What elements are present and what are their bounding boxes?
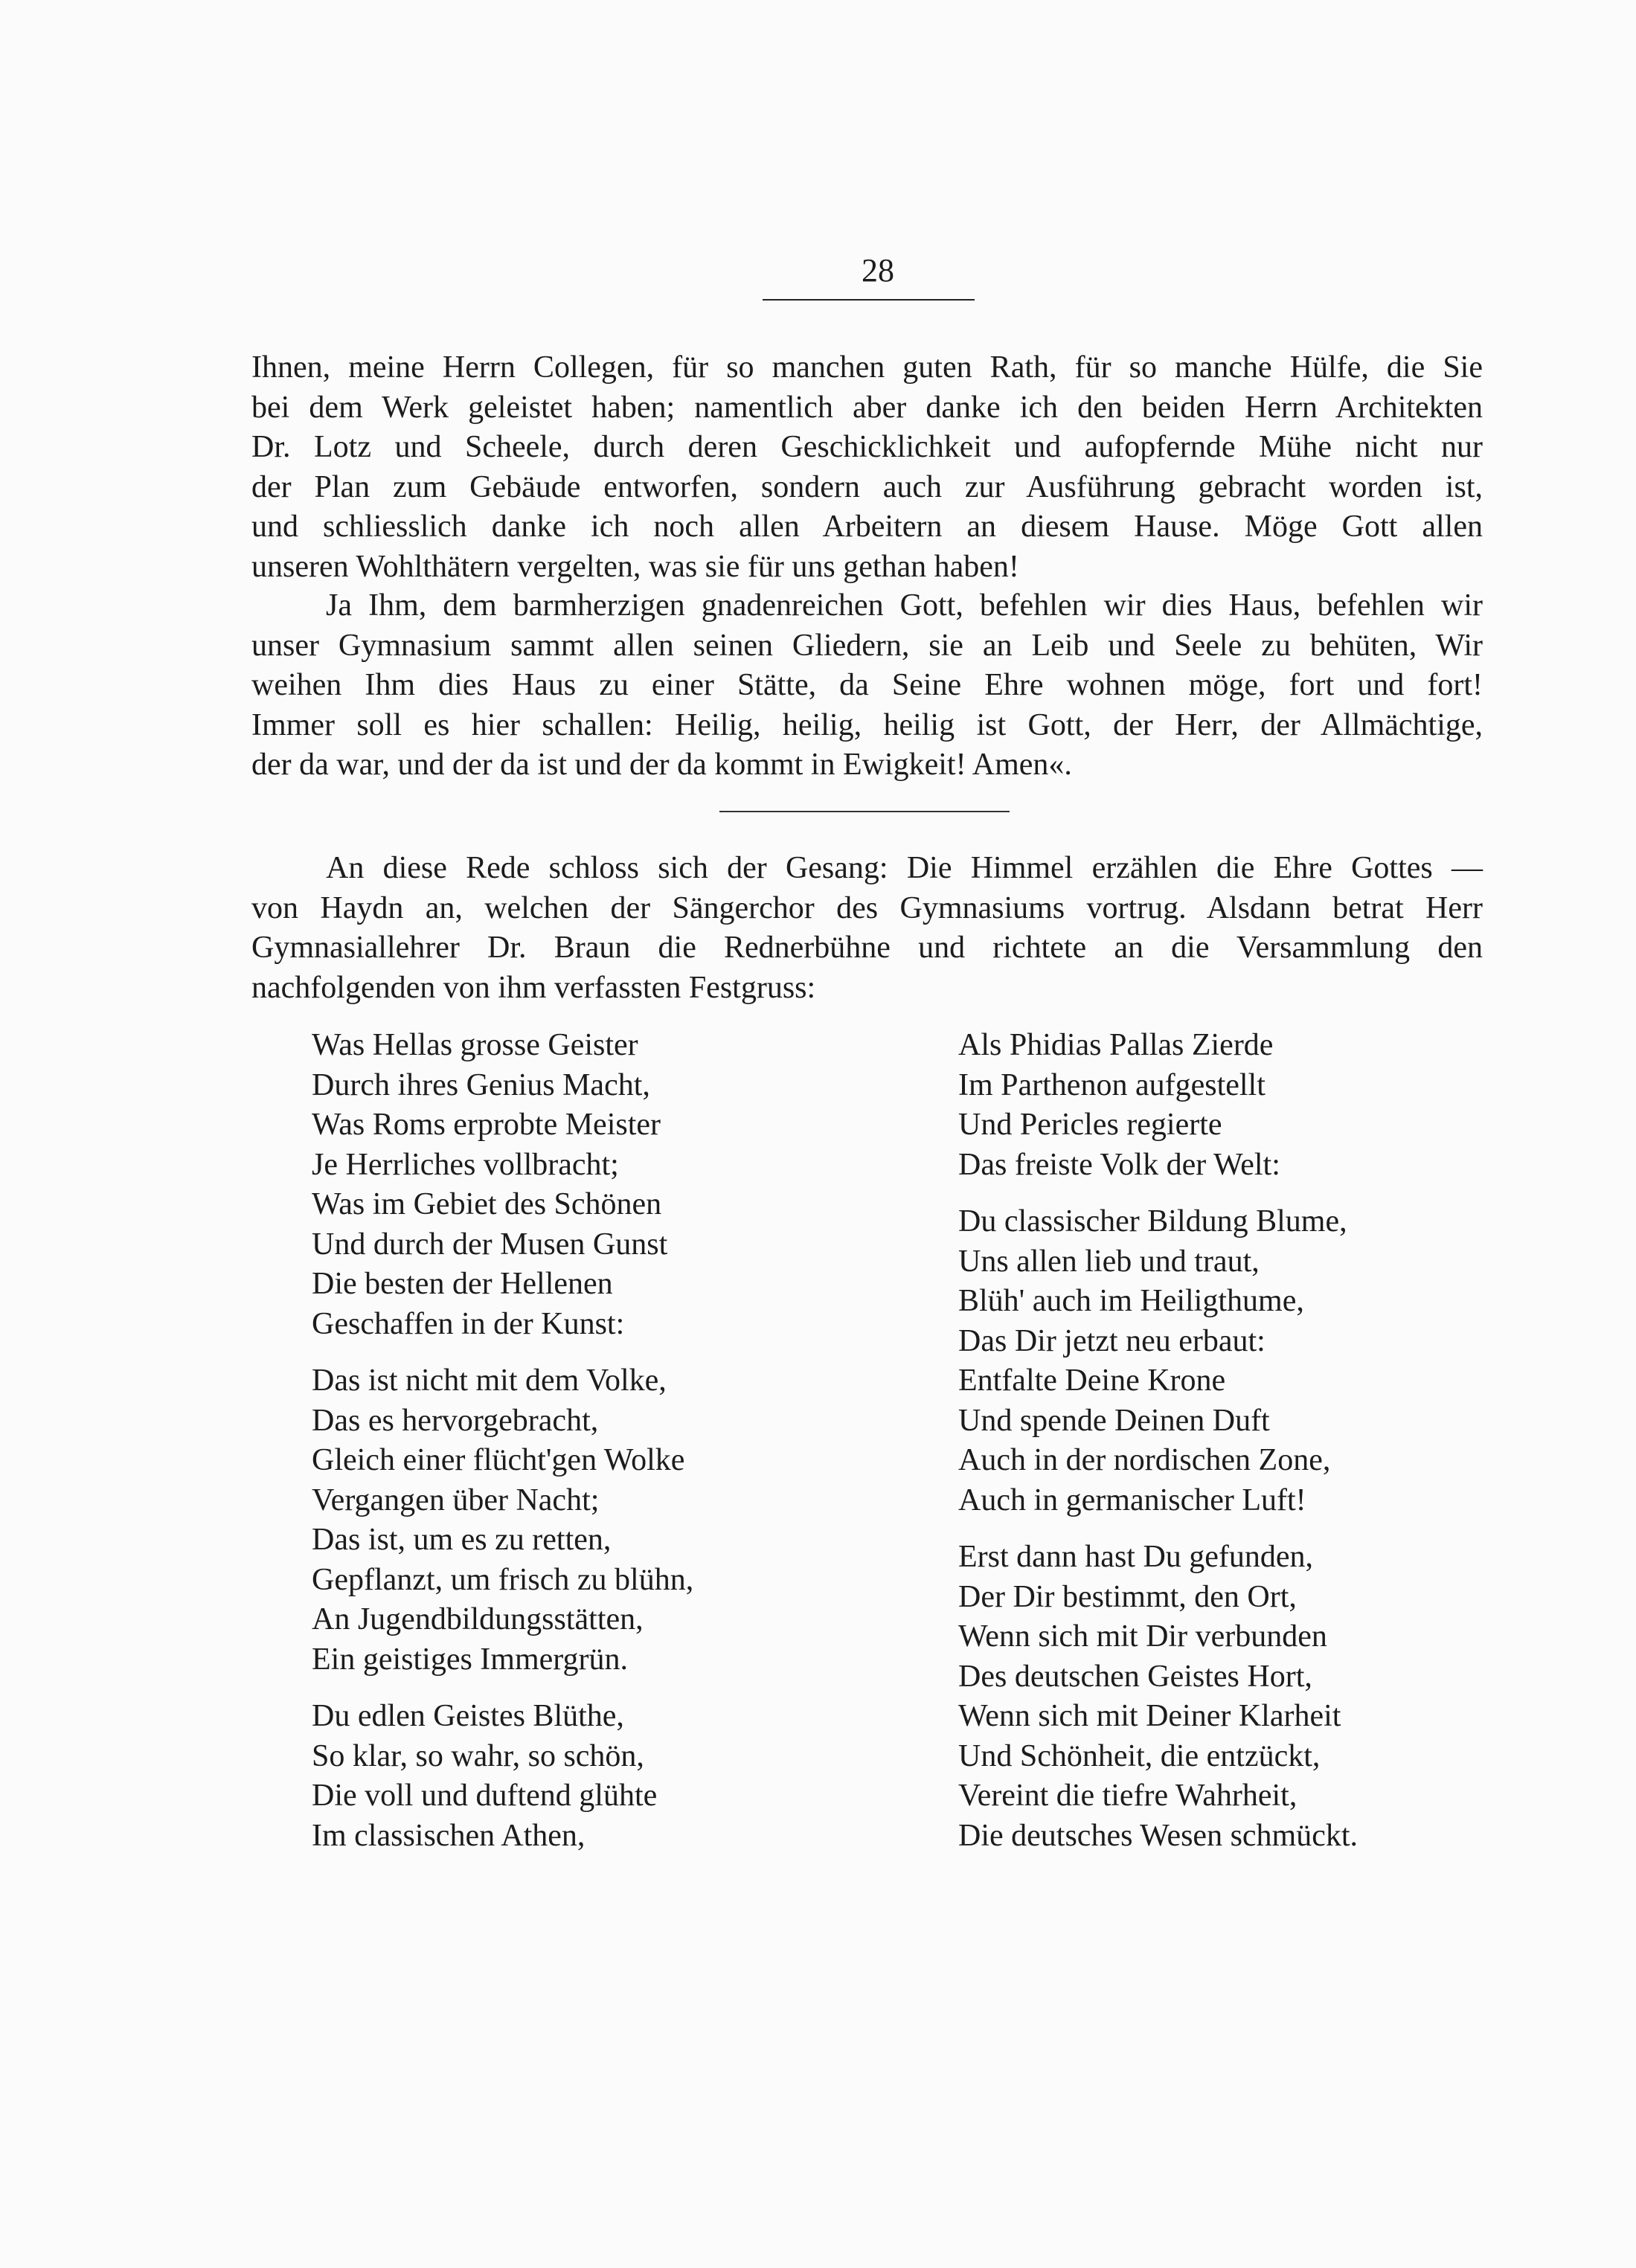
poem-line: Was im Gebiet des Schönen (312, 1187, 662, 1221)
poem-line: Geschaffen in der Kunst: (312, 1306, 625, 1341)
poem-line: An Jugendbildungsstätten, (312, 1602, 644, 1636)
poem-stanza (958, 1538, 1479, 1856)
text-line: unser Gymnasium sammt allen seinen Gliedern, sie an Leib und Seele zu behüten, Wir (251, 628, 1483, 663)
text-line: Gymnasiallehrer Dr. Braun die Rednerbühne und richtete an die Versammlung den (251, 931, 1483, 965)
page-number: 28 (862, 252, 894, 289)
poem-line: Gepflanzt, um frisch zu blühn, (312, 1562, 694, 1597)
poem-line: Das ist nicht mit dem Volke, (312, 1363, 667, 1398)
poem-line: Was Roms erprobte Meister (312, 1108, 661, 1142)
poem-line: Die voll und duftend glühte (312, 1779, 658, 1813)
paragraph-thanks (251, 348, 1483, 587)
poem-line: Ein geistiges Immergrün. (312, 1642, 628, 1677)
text-line: Immer soll es hier schallen: Heilig, heilig, heilig ist Gott, der Herr, der Allmächtige, (251, 707, 1483, 742)
poem-line: So klar, so wahr, so schön, (312, 1738, 644, 1773)
poem-line: Und Schönheit, die entzückt, (958, 1738, 1321, 1773)
poem-line: Das es hervorgebracht, (312, 1403, 599, 1438)
poem-line: Die besten der Hellenen (312, 1267, 613, 1301)
poem-line: Als Phidias Pallas Zierde (958, 1028, 1274, 1062)
text-line: Ihnen, meine Herrn Collegen, für so manchen guten Rath, für so manche Hülfe, die Sie (251, 350, 1483, 385)
poem-line: Du classischer Bildung Blume, (958, 1204, 1347, 1239)
poem-column-right (958, 1026, 1479, 1873)
text-line: Dr. Lotz und Scheele, durch deren Geschicklichkeit und aufopfernde Mühe nicht nur (251, 430, 1483, 464)
poem-line: Uns allen lieb und traut, (958, 1244, 1260, 1279)
poem-line: Vereint die tiefre Wahrheit, (958, 1779, 1297, 1813)
poem-stanza (958, 1202, 1479, 1520)
text-line: nachfolgenden von ihm verfassten Festgruss: (251, 970, 816, 1005)
poem-line: Des deutschen Geistes Hort, (958, 1659, 1312, 1694)
page-number-rule (763, 299, 975, 301)
poem-stanza (312, 1361, 833, 1680)
text-line: und schliesslich danke ich noch allen Arbeitern an diesem Hause. Möge Gott allen (251, 510, 1483, 544)
text-line: weihen Ihm dies Haus zu einer Stätte, da Seine Ehre wohnen möge, fort und fort! (251, 668, 1483, 702)
poem-stanza (312, 1697, 833, 1856)
poem-line: Erst dann hast Du gefunden, (958, 1540, 1314, 1574)
poem-line: Die deutsches Wesen schmückt. (958, 1818, 1358, 1853)
poem-line: Das freiste Volk der Welt: (958, 1147, 1280, 1182)
poem-line: Im classischen Athen, (312, 1818, 586, 1853)
poem-line: Und spende Deinen Duft (958, 1403, 1270, 1438)
poem-line: Je Herrliches vollbracht; (312, 1147, 619, 1182)
section-divider (719, 811, 1010, 812)
poem-stanza (312, 1026, 833, 1344)
paragraph-dedication (251, 586, 1483, 786)
poem-line: Im Parthenon aufgestellt (958, 1067, 1266, 1102)
poem-line: Und Pericles regierte (958, 1108, 1222, 1142)
poem-line: Du edlen Geistes Blüthe, (312, 1699, 624, 1733)
poem-line: Und durch der Musen Gunst (312, 1227, 668, 1262)
poem-line: Der Dir bestimmt, den Ort, (958, 1579, 1297, 1614)
text-line: An diese Rede schloss sich der Gesang: Die Himmel erzählen die Ehre Gottes — (326, 851, 1483, 885)
text-line: unseren Wohlthätern vergelten, was sie für uns gethan haben! (251, 549, 1019, 584)
poem-line: Durch ihres Genius Macht, (312, 1067, 650, 1102)
poem-line: Das ist, um es zu retten, (312, 1523, 612, 1557)
poem-stanza (958, 1026, 1479, 1185)
paragraph-festgruss-intro (251, 849, 1483, 1008)
poem-line: Wenn sich mit Dir verbunden (958, 1619, 1327, 1654)
text-line: der Plan zum Gebäude entworfen, sondern auch zur Ausführung gebracht worden ist, (251, 469, 1483, 504)
poem-line: Blüh' auch im Heiligthume, (958, 1284, 1304, 1318)
text-line: Ja Ihm, dem barmherzigen gnadenreichen Gott, befehlen wir dies Haus, befehlen wir (326, 588, 1483, 623)
poem-line: Vergangen über Nacht; (312, 1482, 600, 1517)
poem-column-left (312, 1026, 833, 1873)
poem-line: Auch in germanischer Luft! (958, 1482, 1306, 1517)
poem-line: Was Hellas grosse Geister (312, 1028, 638, 1062)
poem-line: Gleich einer flücht'gen Wolke (312, 1443, 685, 1477)
text-line: der da war, und der da ist und der da kommt in Ewigkeit! Amen«. (251, 748, 1072, 782)
poem-line: Entfalte Deine Krone (958, 1363, 1226, 1398)
poem-line: Auch in der nordischen Zone, (958, 1443, 1331, 1477)
poem-line: Wenn sich mit Deiner Klarheit (958, 1699, 1341, 1733)
text-line: bei dem Werk geleistet haben; namentlich aber danke ich den beiden Herrn Architekten (251, 390, 1483, 425)
poem-line: Das Dir jetzt neu erbaut: (958, 1323, 1266, 1358)
text-line: von Haydn an, welchen der Sängerchor des Gymnasiums vortrug. Alsdann betrat Herr (251, 890, 1483, 925)
